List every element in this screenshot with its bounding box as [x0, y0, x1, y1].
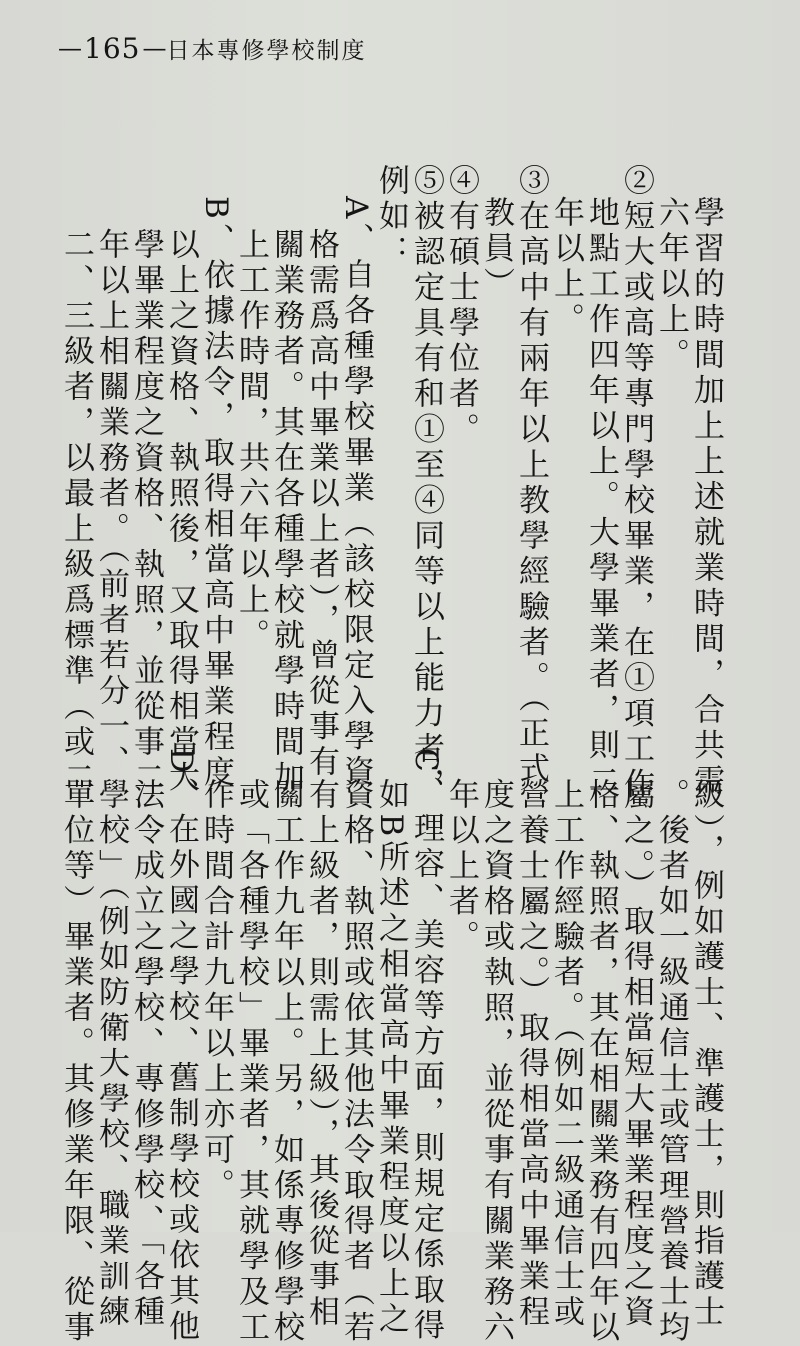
text-column: 法令成立之學校、專修學校、「各種 — [128, 778, 164, 1331]
text-column: 資格、執照或依其他法令取得者（若 — [338, 778, 374, 1346]
text-column: D、在外國之學校、舊制學校或依其他 — [163, 748, 199, 1346]
page-header — [58, 28, 366, 68]
text-column: 年以上相關業務者。（前者若分一、 — [93, 228, 129, 781]
text-column: ⑤被認定具有和①至④同等以上能力者， — [408, 164, 444, 803]
text-column: 例如： — [373, 164, 409, 271]
text-column: 年以上。 — [548, 196, 584, 338]
text-column: 。後者如一級通信士或管理營養士均 — [653, 778, 689, 1346]
page-number: 165 — [84, 31, 141, 65]
text-column: 六年以上。 — [653, 196, 689, 374]
text-column: 二、三級者，以最上級爲標準（或二 — [58, 228, 94, 796]
text-column: 級），例如護士、準護士，則指護士 — [688, 778, 724, 1331]
text-column: 年以上者。 — [443, 778, 479, 956]
text-column: ②短大或高等專門學校畢業，在①項工作 — [618, 164, 654, 803]
text-column: 關業務者。其在各種學校就學時間加 — [268, 228, 304, 796]
header-dash-left: — — [58, 34, 82, 62]
text-column: B、依據法令，取得相當高中畢業程度 — [198, 196, 234, 792]
text-column: 學習的時間加上上述就業時間，合共需 — [688, 196, 724, 800]
text-column: A、自各種學校畢業（該校限定入學資 — [338, 196, 374, 791]
text-column: 格、執照者，其在相關業務有四年以 — [583, 778, 619, 1346]
text-column: 以上之資格、執照後，又取得相當大 — [163, 228, 199, 796]
text-column: 格需爲高中畢業以上者），曾從事有 — [303, 228, 339, 781]
text-column: 營養士屬之。）取得相當高中畢業程 — [513, 778, 549, 1331]
text-column: C、理容、美容等方面，則規定係取得 — [408, 748, 444, 1345]
text-column: 地點工作四年以上。大學畢業者，則二 — [583, 196, 619, 800]
text-column: 作時間合計九年以上亦可。 — [198, 778, 234, 1204]
text-column: 上工作經驗者。（例如二級通信士或 — [548, 778, 584, 1331]
text-column: 或「各種學校」畢業者，其就學及工 — [233, 778, 269, 1346]
text-column: ④有碩士學位者。 — [443, 164, 479, 448]
running-title: 日本專修學校制度 — [166, 37, 367, 64]
header-dash-right: — — [142, 34, 167, 62]
text-column: 屬之。）取得相當短大畢業程度之資 — [618, 778, 654, 1331]
text-column: 關工作九年以上。另，如係專修學校 — [268, 778, 304, 1346]
text-column: 單位等）畢業者。其修業年限、從事 — [58, 778, 94, 1346]
text-column: 教員） — [478, 196, 514, 303]
text-column: 學校」（例如防衛大學校、職業訓練 — [93, 778, 129, 1331]
text-column: 有上級者，則需上級），其後從事相 — [303, 778, 339, 1331]
text-column: 學畢業程度之資格、執照，並從事二 — [128, 228, 164, 796]
text-column: 度之資格或執照，並從事有關業務六 — [478, 778, 514, 1346]
text-column: ③在高中有兩年以上教學經驗者。（正式 — [513, 164, 549, 788]
text-column: 上工作時間，共六年以上。 — [233, 228, 269, 654]
text-column: 如B所述之相當高中畢業程度以上之 — [373, 778, 409, 1338]
